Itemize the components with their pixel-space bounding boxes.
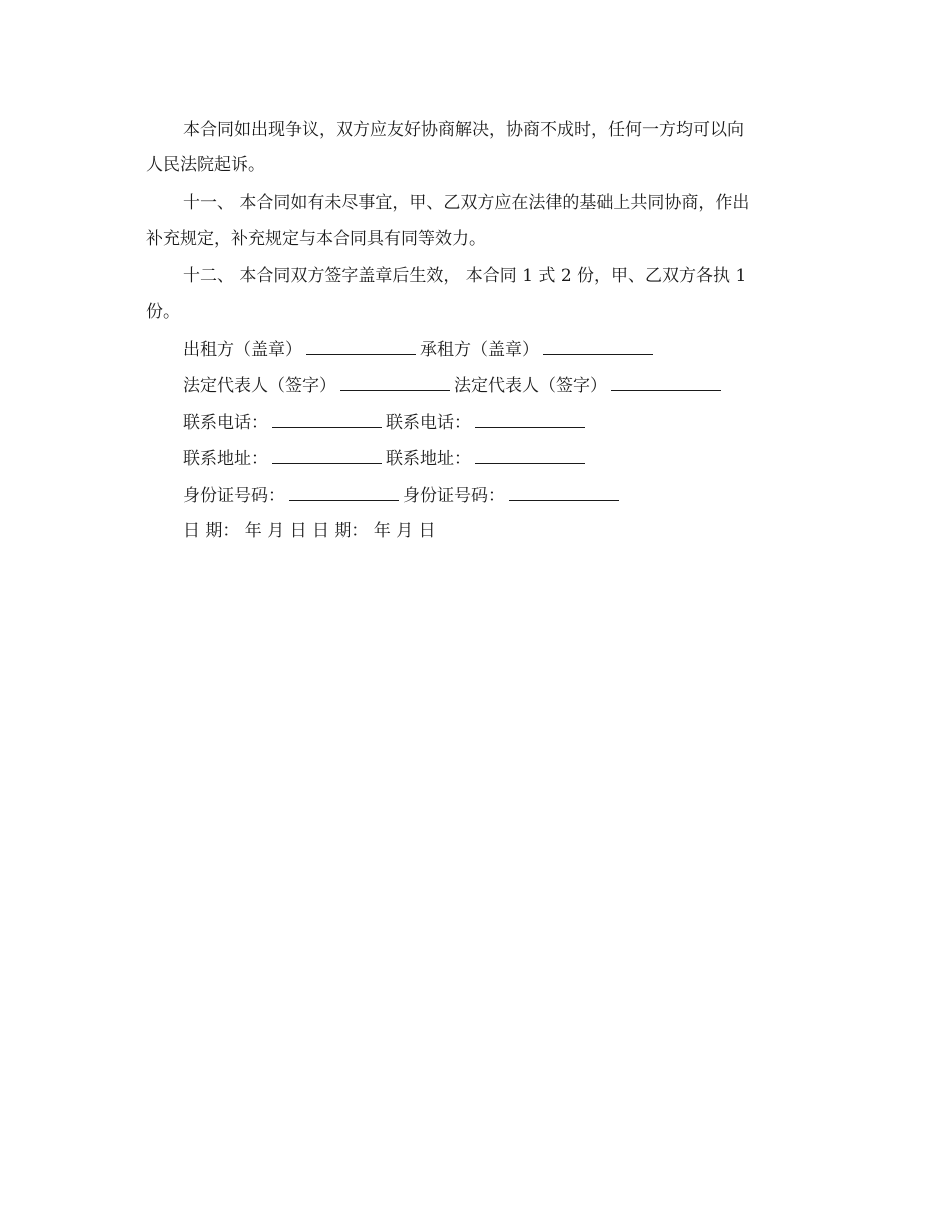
legal-rep-a-blank[interactable] <box>340 375 450 391</box>
address-a-blank[interactable] <box>272 448 382 464</box>
lessor-seal-label: 出租方（盖章） <box>183 340 302 360</box>
address-a-label: 联系地址： <box>183 449 268 469</box>
date-row: 日 期： 年 月 日 日 期： 年 月 日 <box>183 521 436 541</box>
clause-twelve-line2: 份。 <box>146 302 180 322</box>
id-b-label: 身份证号码： <box>403 486 505 506</box>
address-b-label: 联系地址： <box>386 449 471 469</box>
legal-rep-a-label: 法定代表人（签字） <box>183 376 336 396</box>
legal-rep-row <box>183 375 725 396</box>
id-row <box>183 485 623 506</box>
lessee-seal-blank[interactable] <box>543 339 653 355</box>
id-a-blank[interactable] <box>289 485 399 501</box>
legal-rep-b-blank[interactable] <box>611 375 721 391</box>
lessor-seal-blank[interactable] <box>306 339 416 355</box>
lessee-seal-label: 承租方（盖章） <box>420 340 539 360</box>
phone-a-blank[interactable] <box>272 412 382 428</box>
phone-b-blank[interactable] <box>475 412 585 428</box>
id-b-blank[interactable] <box>509 485 619 501</box>
seal-row <box>183 339 657 360</box>
phone-a-label: 联系电话： <box>183 413 268 433</box>
legal-rep-b-label: 法定代表人（签字） <box>454 376 607 396</box>
paragraph-dispute-line2: 人民法院起诉。 <box>146 155 265 175</box>
address-b-blank[interactable] <box>475 448 585 464</box>
paragraph-dispute-line1: 本合同如出现争议，双方应友好协商解决，协商不成时，任何一方均可以向 <box>183 120 744 140</box>
id-a-label: 身份证号码： <box>183 486 285 506</box>
phone-b-label: 联系电话： <box>386 413 471 433</box>
address-row <box>183 448 589 469</box>
clause-eleven-line1: 十一、 本合同如有未尽事宜，甲、乙双方应在法律的基础上共同协商，作出 <box>183 193 750 213</box>
clause-eleven-line2: 补充规定，补充规定与本合同具有同等效力。 <box>146 229 486 249</box>
phone-row <box>183 412 589 433</box>
clause-twelve-line1: 十二、 本合同双方签字盖章后生效， 本合同 1 式 2 份，甲、乙双方各执 1 <box>183 266 747 286</box>
